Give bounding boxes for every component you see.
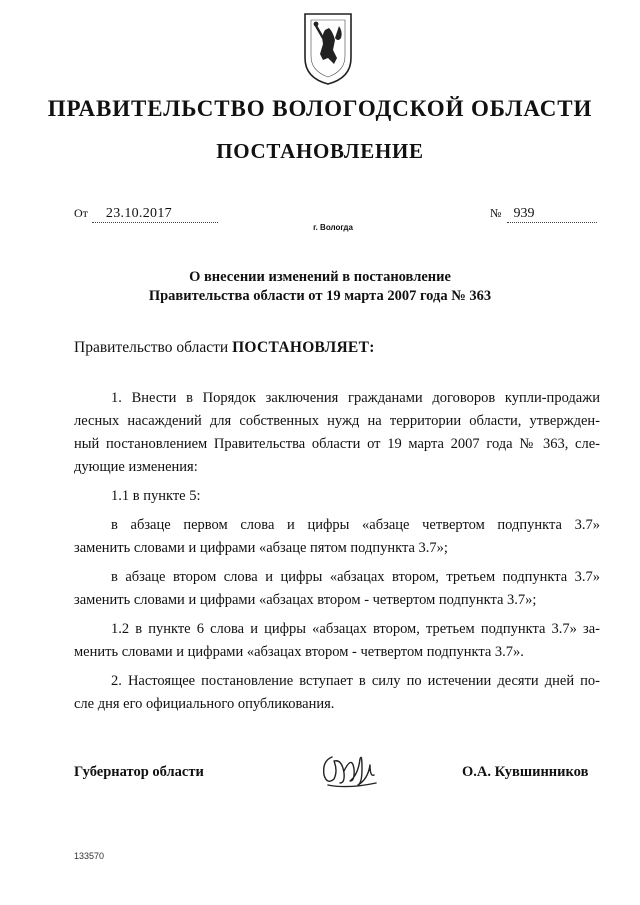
document-code: 133570 [74, 851, 105, 861]
paragraph-line: менить словами и цифрами «абзацах втором - четвертом подпункта 3.7». [74, 644, 524, 660]
paragraph-line: дующие изменения: [74, 459, 198, 475]
paragraph-line: в абзаце втором слова и цифры «абзацах втором, третьем подпункта 3.7» [111, 569, 600, 585]
paragraph-line: заменить словами и цифрами «абзаце пятом подпункта 3.7»; [74, 540, 448, 556]
signer-name: О.А. Кувшинников [462, 764, 589, 780]
date-field [74, 205, 218, 223]
decree-keyword: ПОСТАНОВЛЯЕТ: [232, 339, 375, 356]
handwritten-signature-icon [318, 745, 380, 791]
document-subject [0, 268, 640, 306]
decree-prefix: Правительство области [74, 339, 229, 356]
paragraph-line: 1. Внести в Порядок заключения гражданами договоров купли-продажи [111, 390, 600, 406]
government-title: ПРАВИТЕЛЬСТВО ВОЛОГОДСКОЙ ОБЛАСТИ [47, 96, 593, 121]
subject-line: Правительства области от 19 марта 2007 года № 363 [148, 288, 492, 304]
coat-of-arms-icon [301, 8, 355, 86]
city: г. Вологда [313, 223, 353, 232]
number-field [490, 205, 597, 223]
number-value: 939 [507, 206, 597, 223]
paragraph-line: ный постановлением Правительства области от 19 марта 2007 года № 363, сле- [74, 436, 600, 452]
paragraph-line: 2. Настоящее постановление вступает в силу по истечении десяти дней по- [111, 673, 600, 689]
document-type: ПОСТАНОВЛЕНИЕ [216, 139, 424, 163]
paragraph-line: сле дня его официального опубликования. [74, 696, 335, 712]
decree-line [74, 339, 375, 357]
number-label: № [490, 206, 502, 220]
date-value: 23.10.2017 [92, 206, 218, 223]
paragraph-line: лесных насаждений для собственных нужд на территории области, утвержден- [74, 413, 600, 429]
paragraph-line: 1.1 в пункте 5: [111, 488, 201, 504]
signer-position: Губернатор области [74, 764, 204, 780]
paragraph-line: в абзаце первом слова и цифры «абзаце четвертом подпункта 3.7» [111, 517, 600, 533]
subject-line: О внесении изменений в постановление [189, 269, 451, 285]
paragraph-line: 1.2 в пункте 6 слова и цифры «абзацах втором, третьем подпункта 3.7» за- [111, 621, 600, 637]
paragraph-line: заменить словами и цифрами «абзацах втором - четвертом подпункта 3.7»; [74, 592, 537, 608]
date-label: От [74, 206, 88, 220]
document-body [74, 387, 600, 716]
